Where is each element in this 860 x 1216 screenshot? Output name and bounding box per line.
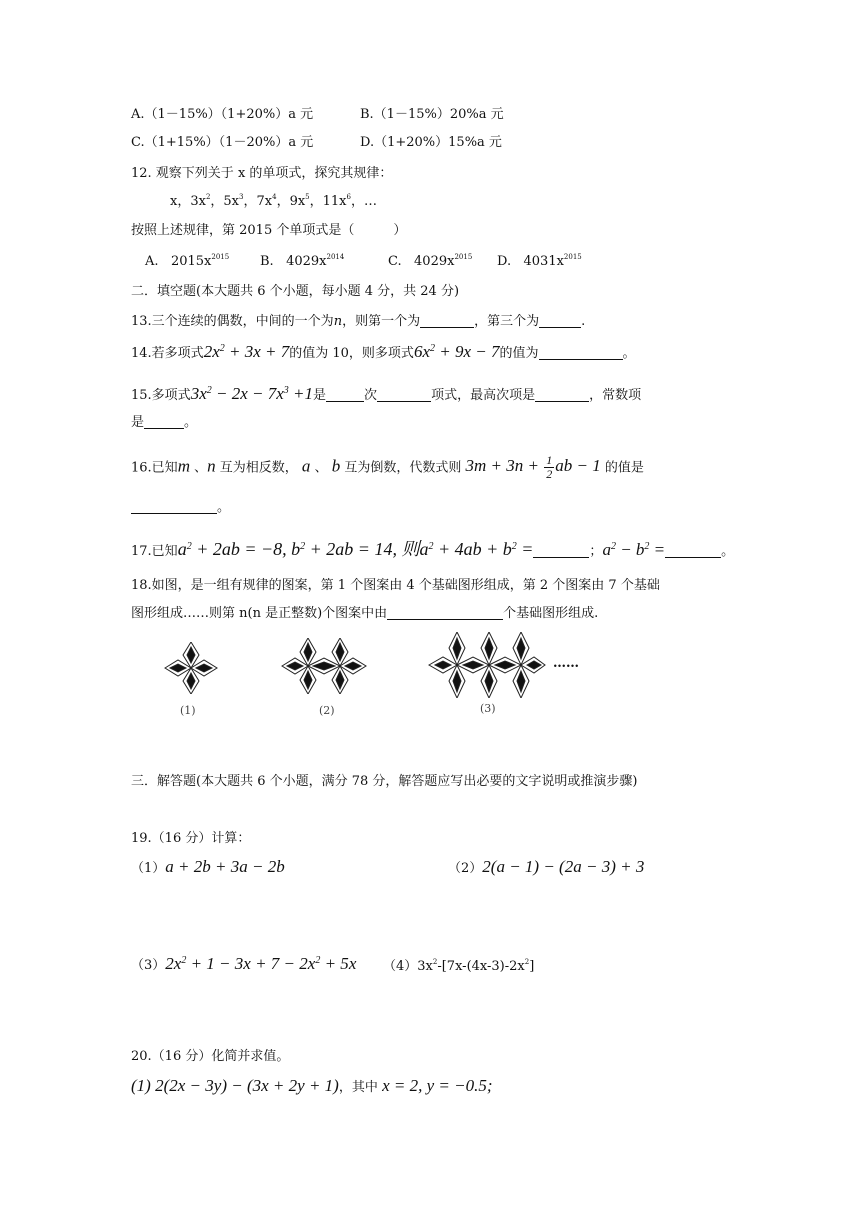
q13: 13.三个连续的偶数，中间的一个为n，则第一个为 ，第三个为 . xyxy=(131,314,586,329)
q15-continued: 是 。 xyxy=(131,415,198,430)
q15-blank-3[interactable] xyxy=(535,387,589,402)
q12-option-c: C. $4029x^{2015}$ xyxy=(388,253,473,269)
q20-title: 20.（16 分）化简并求值。 xyxy=(131,1049,290,1064)
q20-expr: (1) 2(2x − 3y) − (3x + 2y + 1) xyxy=(131,1076,339,1095)
q15-blank-2[interactable] xyxy=(377,387,431,402)
pattern-figure-2 xyxy=(280,638,376,694)
q14-blank[interactable] xyxy=(539,345,623,360)
q12-stem: 12. 观察下列关于 x 的单项式，探究其规律： xyxy=(131,166,393,181)
q19-expr-3: $2x^2 + 1 - 3x + 7 - 2x^2 + 5x$ xyxy=(165,954,357,973)
q11-option-d: D.（1+20%）15%a 元 xyxy=(360,135,502,150)
q16-continued: 。 xyxy=(131,499,230,517)
q19-expr-2: 2(a − 1) − (2a − 3) + 3 xyxy=(482,857,645,876)
q19-part-4: $(4)3x^2-[7x-(4x-3)-2x^2]$ xyxy=(383,958,535,974)
q13-blank-1[interactable] xyxy=(420,313,474,328)
q16: 16.已知m 、n 互为相反数， a 、 b 互为倒数，代数式则 3m + 3n + $\frac{1}{2}$ ab − 1 的值是 xyxy=(131,453,644,481)
pattern-figure-1 xyxy=(158,642,224,694)
pattern-caption-3: (3) xyxy=(480,702,496,715)
q17-blank-1[interactable] xyxy=(533,543,589,558)
q12-question: 按照上述规律，第 2015 个单项式是（ ） xyxy=(131,223,407,238)
pattern-caption-1: (1) xyxy=(180,704,196,717)
q19-part-3: $(3)2x^2 + 1 - 3x + 7 - 2x^2 + 5x$ xyxy=(131,954,357,973)
pattern-ellipsis: …… xyxy=(553,656,579,671)
q15-blank-1[interactable] xyxy=(326,387,364,402)
q11-option-b: B.（1－15%）20%a 元 xyxy=(360,107,504,122)
pattern-caption-2: (2) xyxy=(319,704,335,717)
section-3-heading: 三．解答题(本大题共 6 个小题，满分 78 分，解答题应写出必要的文字说明或推演步骤) xyxy=(131,774,638,789)
q17-expr: $a^2 + 2ab = -8$, $b^2 + 2ab = 14$, 则$a^2 + 4ab + b^2$ = xyxy=(177,539,534,559)
q17-expr-2: $a^2 - b^2$ = xyxy=(602,540,666,559)
q15-blank-4[interactable] xyxy=(144,414,184,429)
q11-option-c: C.（1+15%）（1－20%）a 元 xyxy=(131,135,314,150)
q18-line-2: 图形组成……则第 n(n 是正整数)个图案中由 个基础图形组成. xyxy=(131,606,599,621)
q12-option-a: A. $2015x^{2015}$ xyxy=(145,253,230,269)
q19-part-2: （2）2(a − 1) − (2a − 3) + 3 xyxy=(448,857,645,876)
q18-line-1: 18.如图，是一组有规律的图案，第 1 个图案由 4 个基础图形组成，第 2 个图案由 7 个基础 xyxy=(131,578,660,593)
q15: 15.多项式$3x^2 - 2x - 7x^3 +1$是 次 项式，最高次项是 ，常数项 xyxy=(131,384,642,403)
q19-title: 19.（16 分）计算： xyxy=(131,831,251,846)
q19-expr-1: a + 2b + 3a − 2b xyxy=(165,857,285,876)
q14: 14.若多项式$2x^2 + 3x + 7$的值为 10，则多项式$6x^2 + 9x - 7$的值为 。 xyxy=(131,342,636,361)
q15-expr: $3x^2 - 2x - 7x^3 +1$ xyxy=(190,384,314,403)
q12-option-d: D. $4031x^{2015}$ xyxy=(497,253,582,269)
q17-blank-2[interactable] xyxy=(665,543,721,558)
pattern-figure-3 xyxy=(427,632,547,698)
q19-part-1: （1）a + 2b + 3a − 2b xyxy=(131,857,285,876)
q16-expr: 3m + 3n + $\frac{1}{2}$ ab − 1 xyxy=(465,453,601,481)
q12-option-b: B. $4029x^{2014}$ xyxy=(260,253,345,269)
diamond xyxy=(165,642,217,694)
q12-sequence: x，$3x^2$，$5x^3$，$7x^4$，$9x^5$，$11x^6$，… xyxy=(170,193,377,209)
q13-blank-2[interactable] xyxy=(539,313,581,328)
q16-blank[interactable] xyxy=(131,499,217,514)
q11-option-a: A.（1－15%）（1+20%）a 元 xyxy=(131,107,314,122)
q14-expr-2: $6x^2 + 9x - 7$ xyxy=(413,342,500,361)
section-2-heading: 二．填空题(本大题共 6 个小题，每小题 4 分，共 24 分) xyxy=(131,284,460,299)
q20-part-1: (1) 2(2x − 3y) − (3x + 2y + 1)，其中 x = 2, y = −0.5; xyxy=(131,1076,493,1095)
q18-blank[interactable] xyxy=(387,605,503,620)
q20-values: x = 2, y = −0.5; xyxy=(382,1076,493,1095)
q17: 17.已知$a^2 + 2ab = -8$, $b^2 + 2ab = 14$, 则$a^2 + 4ab + b^2$ = ；$a^2 - b^2$ = 。 xyxy=(131,539,735,559)
q14-expr-1: $2x^2 + 3x + 7$ xyxy=(203,342,290,361)
